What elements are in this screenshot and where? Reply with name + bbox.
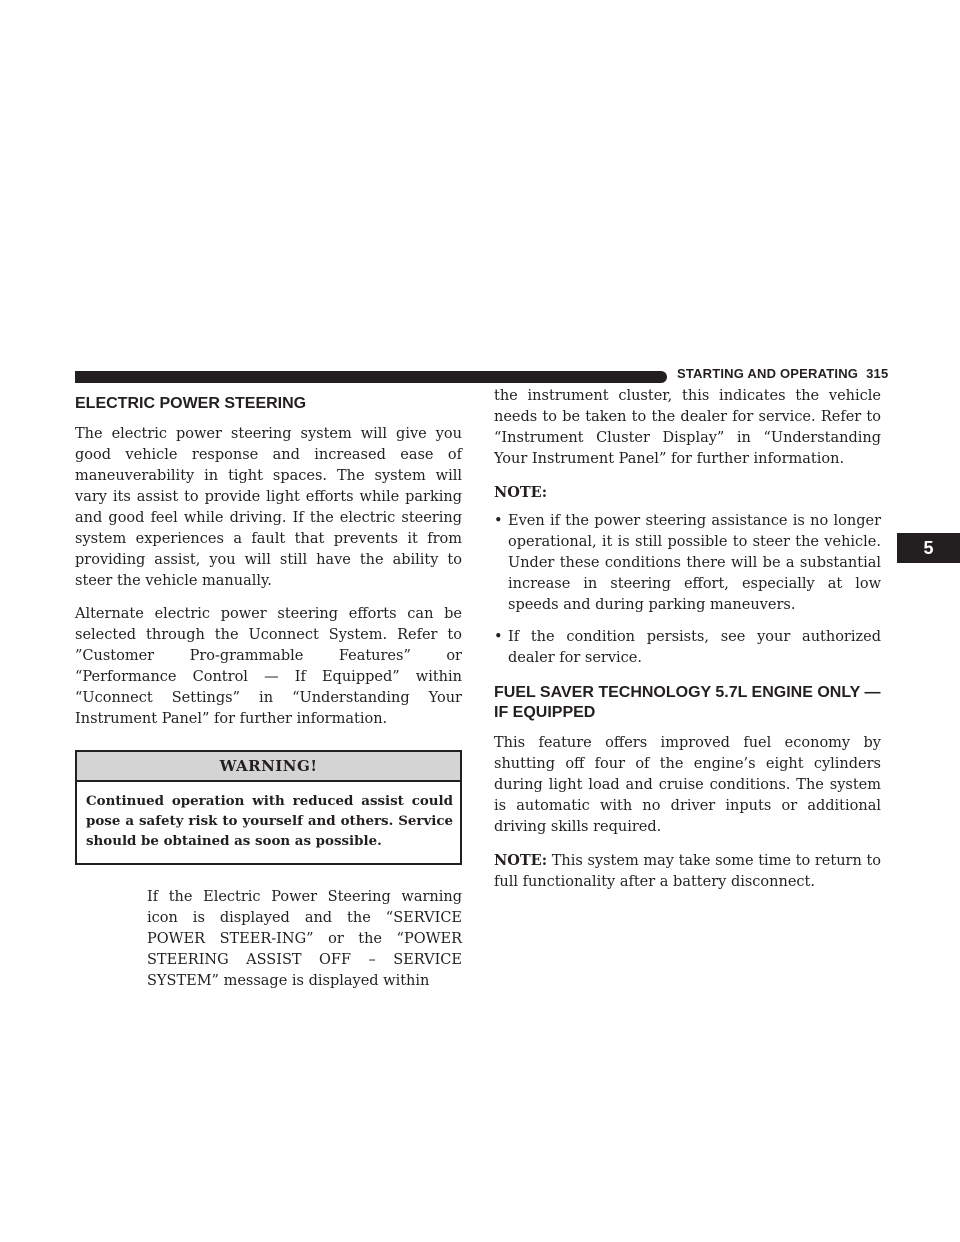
warning-text: Continued operation with reduced assist could pose a safety risk to yourself and others. Service should be obtained as soon as possible.	[86, 793, 453, 849]
right-column	[494, 386, 881, 905]
note-list	[494, 511, 881, 669]
note-paragraph	[494, 850, 881, 893]
page-number: 315	[866, 366, 889, 381]
paragraph: This feature offers improved fuel economy by shutting off four of the engine’s eight cylinders during light load and cruise conditions. The system is automatic with no driver inputs or additional driving skills required.	[494, 735, 881, 835]
chapter-tab: 5	[897, 533, 960, 563]
note-label: NOTE:	[494, 484, 548, 501]
paragraph: Alternate electric power steering efforts can be selected through the Uconnect System. Refer to ”Customer Pro-grammable Features” or “Performance Control — If Equipped” within “Uconnect Settings” in “Understanding Your Instrument Panel” for further information.	[75, 606, 462, 727]
note-label: NOTE:	[494, 852, 548, 869]
running-header	[677, 366, 888, 381]
paragraph: The electric power steering system will give you good vehicle response and increased ease of maneuverability in tight spaces. The system will vary its assist to provide light efforts while parking and good feel while driving. If the electric steering system experiences a fault that prevents it from providing assist, you will still have the ability to steer the vehicle manually.	[75, 426, 462, 589]
left-column	[75, 394, 462, 1004]
section-title: STARTING AND OPERATING	[677, 366, 859, 381]
header-rule	[75, 371, 667, 383]
list-item: • Even if the power steering assistance is no longer operational, it is still possible to steer the vehicle. Under these conditions there will be a substantial increase in steering effort, especially at low speeds and during parking maneuvers.	[494, 511, 881, 616]
note-text: This system may take some time to return to full functionality after a battery disconnect.	[494, 853, 882, 890]
warning-box	[75, 750, 462, 865]
paragraph: the instrument cluster, this indicates the vehicle needs to be taken to the dealer for service. Refer to “Instrument Cluster Display” in “Understanding Your Instrument Panel” for further information.	[494, 388, 881, 467]
section-heading-fuel-saver: FUEL SAVER TECHNOLOGY 5.7L ENGINE ONLY — IF EQUIPPED	[494, 684, 881, 721]
list-item: • If the condition persists, see your authorized dealer for service.	[494, 627, 881, 669]
section-heading-electric-power-steering: ELECTRIC POWER STEERING	[75, 395, 307, 412]
warning-title: WARNING!	[77, 752, 460, 782]
paragraph-warning-icon: If the Electric Power Steering warning icon is displayed and the “SERVICE POWER STEER-ING” or the “POWER STEERING ASSIST OFF – SERVICE SYSTEM” message is displayed within	[147, 889, 462, 989]
